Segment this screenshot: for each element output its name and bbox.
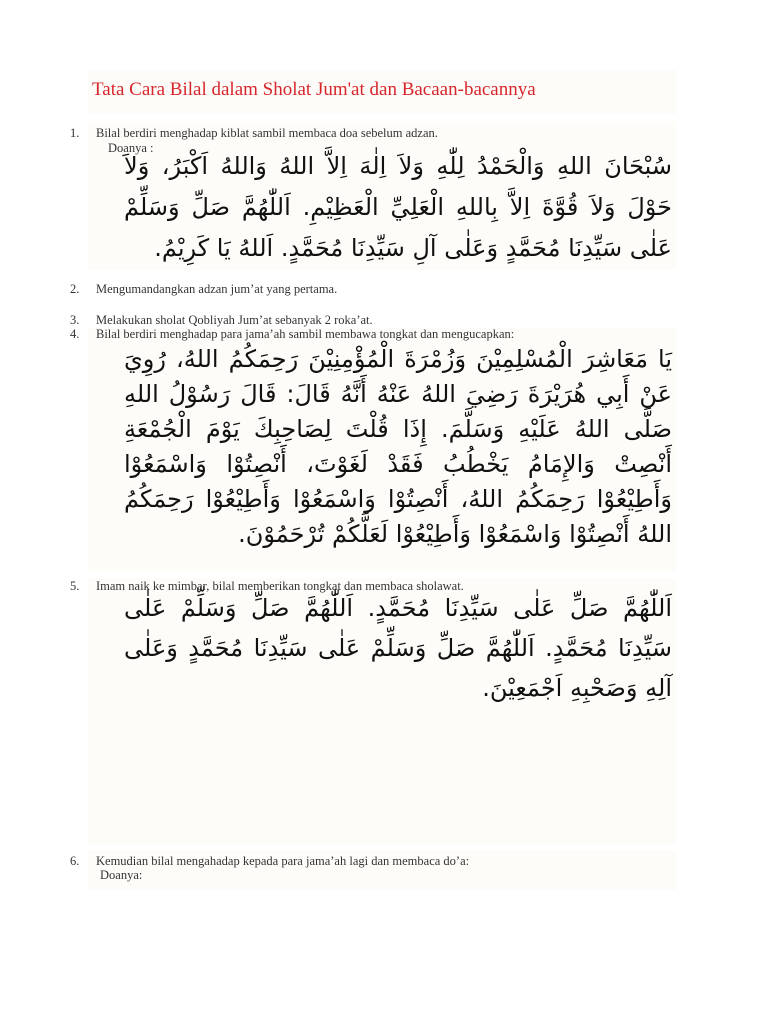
step-sublabel: Doanya : bbox=[108, 141, 154, 155]
step-number: 2. bbox=[70, 282, 80, 296]
step-number: 5. bbox=[70, 579, 80, 593]
step-number: 4. bbox=[70, 327, 80, 341]
page-title: Tata Cara Bilal dalam Sholat Jum'at dan Bacaan-bacannya bbox=[92, 79, 536, 100]
step-text: Kemudian bilal mengahadap kepada para jama’ah lagi dan membaca do’a: bbox=[96, 854, 470, 868]
step-sublabel: Doanya: bbox=[100, 868, 143, 882]
step-text: Melakukan sholat Qobliyah Jum’at sebanyak 2 roka’at. bbox=[96, 313, 373, 327]
arabic-prayer-step-4: يَا مَعَاشِرَ الْمُسْلِمِيْنَ وَزُمْرَةَ الْمُؤْمِنِيْنَ رَحِمَكُمُ اللهُ، رُوِيَ عَنْ أَبِي هُرَيْرَةَ رَضِيَ اللهُ عَنْهُ أَنَّهُ قَالَ: قَالَ رَسُوْلُ اللهِ صَلَّى اللهُ عَلَيْهِ وَسَلَّمَ. إِذَا قُلْتَ لِصَاحِبِكَ يَوْمَ الْجُمْعَةِ أَنْصِتْ وَالإِمَامُ يَخْطُبُ فَقَدْ لَغَوْتَ، أَنْصِتُوْا وَاسْمَعُوْا وَأَطِيْعُوْا رَحِمَكُمُ اللهُ، أَنْصِتُوْا وَاسْمَعُوْا وَأَطِيْعُوْا رَحِمَكُمُ اللهُ أَنْصِتُوْا وَاسْمَعُوْا وَأَطِيْعُوْا لَعَلَّكُمْ تُرْحَمُوْنَ. bbox=[124, 345, 672, 548]
step-text: Bilal berdiri menghadap kiblat sambil membaca doa sebelum adzan. bbox=[96, 126, 438, 140]
step-text: Bilal berdiri menghadap para jama’ah sambil membawa tongkat dan mengucapkan: bbox=[96, 327, 515, 341]
step-text: Mengumandangkan adzan jum’at yang pertama. bbox=[96, 282, 338, 296]
step-number: 6. bbox=[70, 854, 80, 868]
arabic-prayer-step-1: سُبْحَانَ اللهِ وَالْحَمْدُ لِلّٰهِ وَلاَ اِلٰهَ اِلاَّ اللهُ وَاللهُ اَكْبَرُ، وَلاَ حَوْلَ وَلاَ قُوَّةَ اِلاَّ بِاللهِ الْعَلِيِّ الْعَظِيْمِ. اَللّٰهُمَّ صَلِّ وَسَلِّمْ عَلٰى سَيِّدِنَا مُحَمَّدٍ وَعَلٰى آلِ سَيِّدِنَا مُحَمَّدٍ. اَللهُ يَا كَرِيْمُ. bbox=[124, 152, 672, 262]
step-text: Imam naik ke mimbar, bilal memberikan tongkat dan membaca sholawat. bbox=[96, 579, 464, 593]
arabic-prayer-step-5: اَللّٰهُمَّ صَلِّ عَلٰى سَيِّدِنَا مُحَمَّدٍ. اَللّٰهُمَّ صَلِّ وَسَلِّمْ عَلٰى سَيِّدِنَا مُحَمَّدٍ. اَللّٰهُمَّ صَلِّ وَسَلِّمْ عَلٰى سَيِّدِنَا مُحَمَّدٍ وَعَلٰى آلِهِ وَصَحْبِهِ اَجْمَعِيْنَ. bbox=[124, 594, 672, 702]
step-number: 3. bbox=[70, 313, 80, 327]
step-number: 1. bbox=[70, 126, 80, 140]
